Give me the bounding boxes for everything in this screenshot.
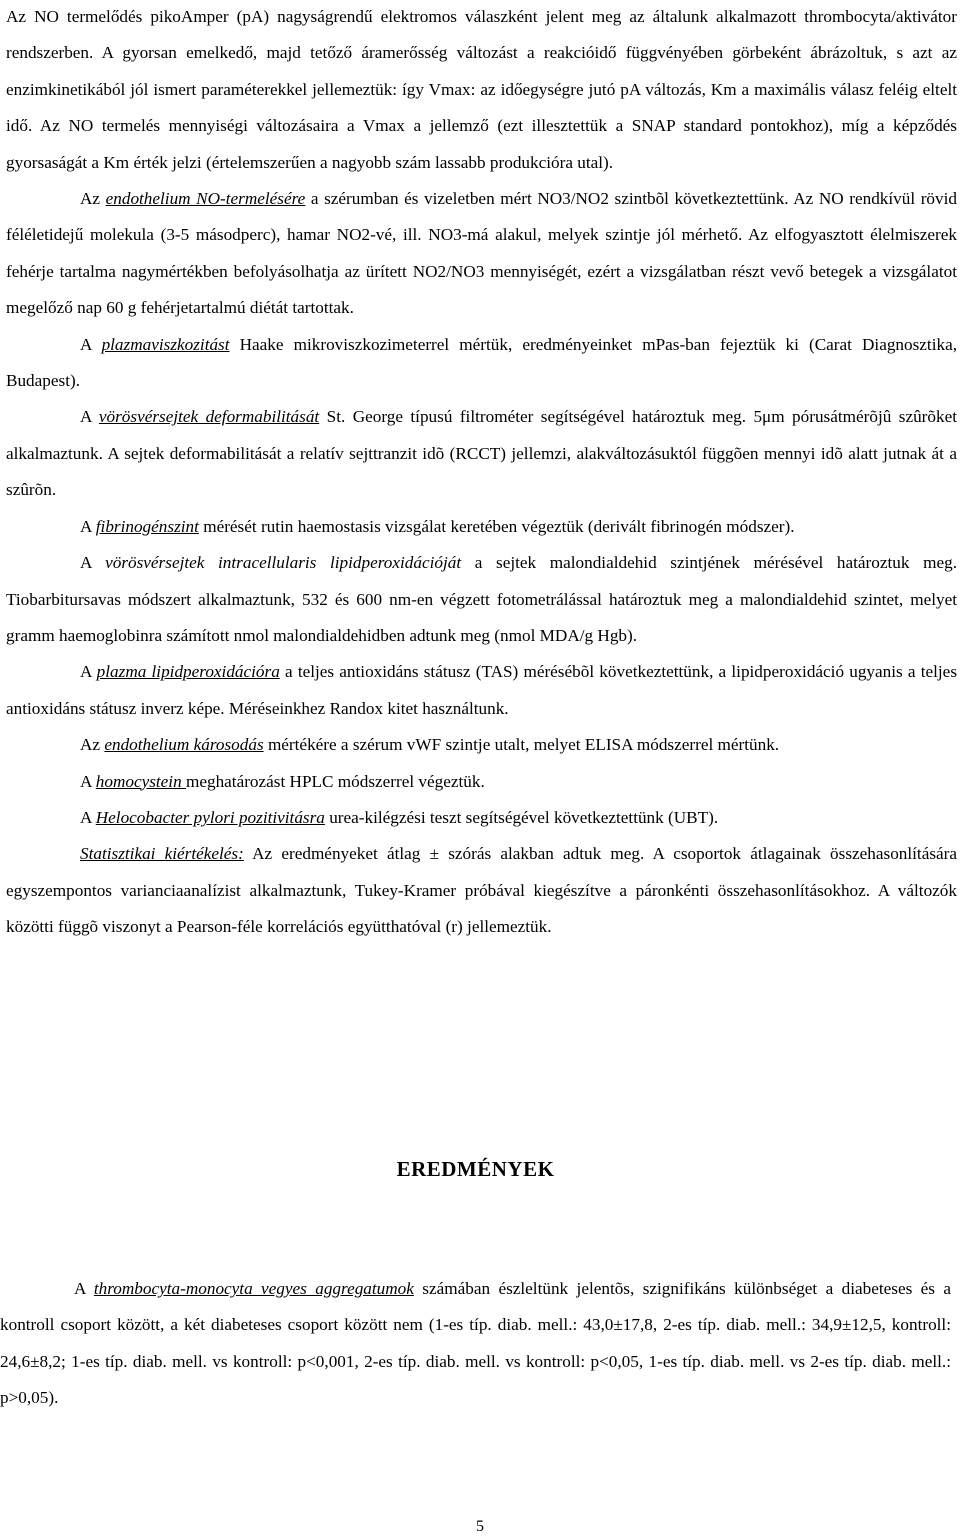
paragraph-endothelium-no [6, 181, 957, 327]
text: A [80, 516, 96, 536]
paragraph-rbc-lipidperoxidation [6, 545, 957, 654]
text: számában észleltünk jelentõs, szignifikáns különbséget a diabeteses és a kontroll csoport között, a két diabeteses csoport között nem (1-es típ. diab. mell.: 43,0±17,8, 2-es típ. diab. mell.: 34,9±12,5, kontroll: 24,6±8,2; 1-es típ. diab. mell. vs kontroll: p<0,001, 2-es típ. diab. mell. vs kontroll: p<0,05, 1-es típ. diab. mell. vs 2-es típ. diab. mell.: p>0,05). [0, 1279, 952, 1408]
term-fibrinogen: fibrinogénszint [95, 516, 199, 536]
text: A [80, 407, 99, 427]
text: A [80, 662, 97, 682]
paragraph-statistics [6, 836, 957, 945]
term-statistics: Statisztikai kiértékelés: [80, 844, 244, 864]
text: A [80, 553, 106, 573]
text: Haake mikroviszkozimeterrel mértük, eredményeinket mPas-ban fejeztük ki (Carat Diagnosztika, Budapest). [6, 334, 957, 391]
text: A [80, 771, 96, 791]
term-plasma-viscosity: plazmaviszkozitást [101, 334, 230, 354]
term-endothelium-damage: endothelium károsodás [104, 735, 264, 755]
term-rbc-deformability: vörösvérsejtek deformabilitását [98, 407, 320, 427]
term-aggregates: thrombocyta-monocyta vegyes aggregatumok [93, 1279, 414, 1298]
text: a teljes antioxidáns státusz (TAS) mérésébõl következtettünk, a lipidperoxidáció ugyanis a teljes antioxidáns státusz inverz képe. Méréseinkhez Randox kitet használtunk. [6, 662, 958, 718]
paragraph-helicobacter [6, 800, 957, 836]
paragraph-results-aggregates [0, 1271, 951, 1417]
term-helicobacter: Helocobacter pylori pozitivitásra [95, 807, 325, 827]
paragraph-plasma-lipidperoxidation [6, 654, 957, 727]
term-plasma-lipidperoxidation: plazma lipidperoxidációra [96, 662, 280, 682]
text: Az [80, 189, 106, 209]
text: St. George típusú filtrométer segítségével határoztuk meg. 5μm pórusátmérõjû szûrõket alkalmaztunk. A sejtek deformabilitását a relatív sejttranzit idõ (RCCT) jellemzi, alakváltozásuktól függõen mennyi idõ alatt jutnak át a szûrõn. [6, 407, 957, 500]
text: a sejtek malondialdehid szintjének mérésével határoztuk meg. Tiobarbitursavas módszert alkalmaztunk, 532 és 600 nm-en végzett fotometrálással határoztuk meg a malondialdehid szintet, melyet gramm haemoglobinra számított nmol malondialdehidben adtunk meg (nmol MDA/g Hgb). [6, 553, 957, 645]
text: mérését rutin haemostasis vizsgálat keretében végeztük (derivált fibrinogén módszer). [198, 516, 795, 536]
page-number: 5 [476, 1518, 484, 1535]
paragraph-rbc-deformability [6, 399, 957, 508]
text: a szérumban és vizeletben mért NO3/NO2 szintbõl következtettünk. Az NO rendkívül rövid féléletidejű molekula (3-5 másodperc), hamar NO2-vé, ill. NO3-má alakul, melyek szintje jól mérhető. Az elfogyasztott élelmiszerek fehérje tartalma nagymértékben befolyásolhatja az ürített NO2/NO3 mennyiségét, ezért a vizsgálatban részt vevő betegek a vizsgálatot megelőző nap 60 g fehérjetartalmú diétát tartottak. [6, 189, 957, 318]
paragraph-endothelium-damage [6, 727, 957, 763]
text: mértékére a szérum vWF szintje utalt, melyet ELISA módszerrel mértünk. [263, 735, 780, 755]
text: A [80, 334, 102, 354]
text: meghatározást HPLC módszerrel végeztük. [185, 771, 485, 791]
paragraph-fibrinogen [6, 509, 957, 545]
section-heading-results: EREDMÉNYEK [396, 1157, 555, 1181]
term-endothelium-no: endothelium NO-termelésére [105, 189, 306, 209]
text: A [74, 1279, 94, 1298]
document-page [6, 0, 957, 946]
paragraph-homocystein [6, 764, 957, 800]
text: A [80, 807, 96, 827]
term-rbc-lipidperoxidation: vörösvérsejtek intracellularis lipidperoxidációját [105, 553, 462, 573]
paragraph-no-production: Az NO termelődés pikoAmper (pA) nagyságrendű elektromos válaszként jelent meg az általunk alkalmazott thrombocyta/aktivátor rendszerben. A gyorsan emelkedő, majd tetőző áramerősség változást a reakcióidő függvényében görbeként ábrázoltuk, s azt az enzimkinetikából jól ismert paraméterekkel jellemeztük: így Vmax: az időegységre jutó pA változás, Km a maximális válasz feléig eltelt idő. Az NO termelés mennyiségi változásaira a Vmax a jellemző (ezt illesztettük a SNAP standard pontokhoz), míg a képződés gyorsaságát a Km érték jelzi (értelemszerűen a nagyobb szám lassabb produkcióra utal). [6, 7, 957, 172]
text: Az [80, 735, 105, 755]
term-homocystein: homocystein [95, 771, 186, 791]
text: urea-kilégzési teszt segítségével következtettünk (UBT). [324, 807, 719, 827]
paragraph-plasma-viscosity [6, 327, 957, 400]
results-section [0, 1271, 951, 1417]
text: Az eredményeket átlag ± szórás alakban adtuk meg. A csoportok átlagainak összehasonlítására egyszempontos varianciaanalízist alkalmaztunk, Tukey-Kramer próbával kiegészítve a páronkénti összehasonlításokhoz. A változók közötti függõ viszonyt a Pearson-féle korrelációs együtthatóval (r) jellemeztük. [6, 844, 958, 937]
